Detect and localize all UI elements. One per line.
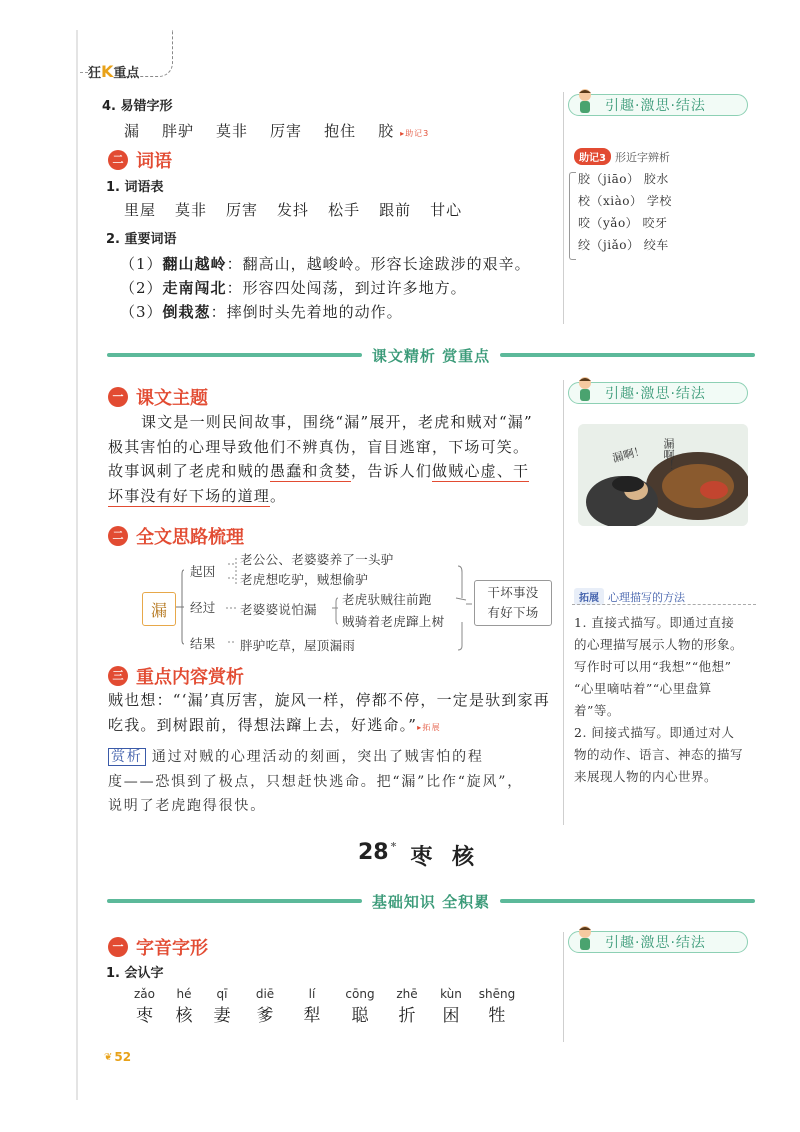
side-tab-label: 引趣·激思·结法 — [605, 935, 706, 951]
word: 莫非 — [216, 122, 249, 140]
word: 胖驴 — [162, 122, 195, 140]
char-cell: qī 妻 — [213, 987, 231, 1026]
char-cell: lí 犁 — [303, 987, 321, 1026]
outline-node-result: 结果 — [190, 636, 216, 651]
outline-heading — [108, 523, 244, 549]
item-num: （2） — [120, 279, 163, 297]
outline-text: 贼骑着老虎蹿上树 — [342, 614, 445, 629]
side-rule-3 — [563, 932, 564, 1042]
header-line — [80, 72, 88, 73]
item-def: ：摔倒时头先着地的动作。 — [210, 303, 403, 321]
outline-node-cause: 起因 — [190, 564, 216, 579]
item-term: 倒栽葱 — [162, 303, 211, 321]
word: 跟前 — [379, 201, 412, 219]
key-phrase: 愚蠢和贪婪 — [270, 462, 352, 480]
outline-title: 全文思路梳理 — [136, 527, 244, 548]
side-tab — [568, 931, 748, 953]
zhuji-row: 咬（yǎo） 咬牙 — [578, 216, 668, 230]
char-cell: zǎo 枣 — [134, 987, 155, 1026]
section-badge: 一 — [108, 937, 128, 957]
brand-text-2: 重点 — [113, 66, 140, 81]
outline-node-process: 经过 — [190, 600, 216, 615]
section-badge: 二 — [108, 150, 128, 170]
kid-icon — [575, 924, 595, 952]
char-cell: diē 爹 — [255, 987, 275, 1026]
item-term: 翻山越岭 — [162, 255, 227, 273]
lesson-title — [358, 840, 480, 871]
kid-icon — [575, 375, 595, 403]
zhuji-row: 胶（jiāo） 胶水 — [578, 172, 669, 186]
speech-bubble: 漏啊！ — [611, 443, 647, 466]
analysis-label: 赏析 — [108, 748, 146, 766]
lesson-number: 28 — [358, 840, 389, 865]
zhuji-ref-tag[interactable]: ▸助记3 — [400, 129, 430, 138]
char-cell: hé 核 — [175, 987, 193, 1026]
word: 胶 — [378, 122, 395, 140]
item4-words — [124, 120, 429, 145]
char-grid — [124, 987, 521, 1026]
item4-title: 4. 易错字形 — [102, 99, 173, 114]
ciyu-title: 词语 — [136, 151, 172, 172]
word: 甘心 — [430, 201, 463, 219]
section-divider — [107, 890, 755, 912]
section-divider — [107, 344, 755, 366]
section-badge: 二 — [108, 526, 128, 546]
tuozhan-ref-tag[interactable]: ▸拓展 — [417, 722, 441, 732]
tuozhan-heading — [574, 588, 685, 605]
story-illustration — [578, 424, 748, 526]
word: 发抖 — [277, 201, 310, 219]
outline-text: 胖驴吃草，屋顶漏雨 — [240, 638, 356, 653]
side-tab-label: 引趣·激思·结法 — [605, 98, 706, 114]
divider-label: 基础知识 全积累 — [371, 892, 491, 911]
word: 里屋 — [124, 201, 157, 219]
page-number-text: 52 — [114, 1050, 132, 1064]
ciyu-list-title: 1. 词语表 — [106, 180, 164, 195]
item-def: ：翻高山，越峻岭。形容长途跋涉的艰辛。 — [226, 255, 531, 273]
page-edge — [76, 30, 78, 1100]
outline-result-box: 干坏事没 有好下场 — [474, 580, 552, 626]
word: 厉害 — [270, 122, 303, 140]
outline-text: 老虎想吃驴，贼想偷驴 — [240, 572, 369, 587]
page-number — [104, 1050, 131, 1064]
outline-center-node: 漏 — [142, 592, 176, 626]
zinyin-title: 字音字形 — [136, 938, 208, 959]
item-term: 走南闯北 — [162, 279, 227, 297]
zhuji-list — [578, 168, 672, 256]
zinyin-sub: 1. 会认字 — [106, 966, 164, 981]
word: 厉害 — [226, 201, 259, 219]
char-cell: shēng 牲 — [478, 987, 516, 1026]
tuozhan-rule — [572, 604, 756, 605]
char-cell: zhē 折 — [396, 987, 418, 1026]
kid-icon — [575, 87, 595, 115]
theme-title: 课文主题 — [136, 388, 208, 409]
zhuji-row: 校（xiào） 学校 — [578, 194, 672, 208]
leaf-icon: ❦ — [104, 1051, 113, 1063]
brand-k: K — [101, 62, 114, 81]
tuozhan-body: 1. 直接式描写。即通过直接 的心理描写展示人物的形象。 写作时可以用“我想”“他想” “心里嘀咕着”“心里盘算 着”等。 2. 间接式描写。即通过对人 物的动作、语言、神态的描写 来展现人物的内心世界。 — [574, 615, 744, 784]
zhuji-row: 绞（jiǎo） 绞车 — [578, 238, 669, 252]
item-def: ：形容四处闯荡，到过许多地方。 — [226, 279, 467, 297]
lesson-star: * — [390, 840, 397, 853]
zhuji-heading — [574, 148, 670, 165]
outline-text: 老婆婆说怕漏 — [240, 602, 317, 617]
zhuji-brace — [569, 172, 576, 260]
divider-label: 课文精析 赏重点 — [371, 346, 491, 365]
word: 莫非 — [175, 201, 208, 219]
section-badge: 一 — [108, 387, 128, 407]
key-phrase: 坏事没有好下场的道理 — [108, 486, 271, 505]
word: 松手 — [328, 201, 361, 219]
side-tab — [568, 94, 748, 116]
important-words-list — [120, 252, 531, 324]
outline-text: 老虎驮贼往前跑 — [342, 592, 432, 607]
appreciate-analysis: 赏析 通过对贼的心理活动的刻画，突出了贼害怕的程 度——恐惧到了极点，只想赶快逃命。把“漏”比作“旋风”， 说明了老虎跑得很快。 — [108, 749, 524, 814]
tuozhan-title: 心理描写的方法 — [608, 590, 685, 604]
side-rule-2 — [563, 380, 564, 825]
item-num: （3） — [120, 303, 163, 321]
appreciate-quote: 贼也想：“‘漏’真厉害，旋风一样，停都不停，一定是驮到家再 吃我。到树跟前，得想法蹿上去，好逃命。”▸拓展 — [108, 691, 551, 734]
appreciate-heading — [108, 663, 244, 689]
tuozhan-badge: 拓展 — [574, 588, 604, 605]
word: 抱住 — [324, 122, 357, 140]
speech-bubble: 漏啊！ — [662, 438, 675, 471]
vocab-item — [120, 300, 531, 324]
item-num: （1） — [120, 255, 163, 273]
vocab-item — [120, 252, 531, 276]
lesson-name: 枣 核 — [410, 845, 481, 870]
outline-mindmap — [142, 550, 552, 658]
side-tab — [568, 382, 748, 404]
word: 漏 — [124, 122, 141, 140]
ciyu-heading — [108, 147, 172, 173]
theme-paragraph: 课文是一则民间故事，围绕“漏”展开，老虎和贼对“漏” 极其害怕的心理导致他们不辨真伪，盲目逃窜，下场可笑。 故事讽刺了老虎和贼的愚蠢和贪婪，告诉人们做贼心虚、干 坏事没有好下场的道理。 — [108, 413, 533, 505]
appreciate-title: 重点内容赏析 — [136, 667, 244, 688]
outline-text: 老公公、老婆婆养了一头驴 — [240, 552, 394, 567]
zinyin-heading — [108, 934, 208, 960]
theme-heading — [108, 384, 208, 410]
section-badge: 三 — [108, 666, 128, 686]
brand-text: 狂 — [88, 66, 102, 81]
char-cell: cōng 聪 — [345, 987, 375, 1026]
vocab-item — [120, 276, 531, 300]
ciyu-words — [124, 199, 462, 221]
important-words-title: 2. 重要词语 — [106, 232, 177, 247]
zhuji-title: 形近字辨析 — [614, 150, 670, 164]
brand-logo — [88, 62, 139, 81]
char-cell: kùn 困 — [440, 987, 462, 1026]
zhuji-badge: 助记3 — [574, 148, 611, 165]
side-rule-1 — [563, 92, 564, 324]
key-phrase: 做贼心虚、干 — [432, 462, 530, 480]
side-tab-label: 引趣·激思·结法 — [605, 386, 706, 402]
